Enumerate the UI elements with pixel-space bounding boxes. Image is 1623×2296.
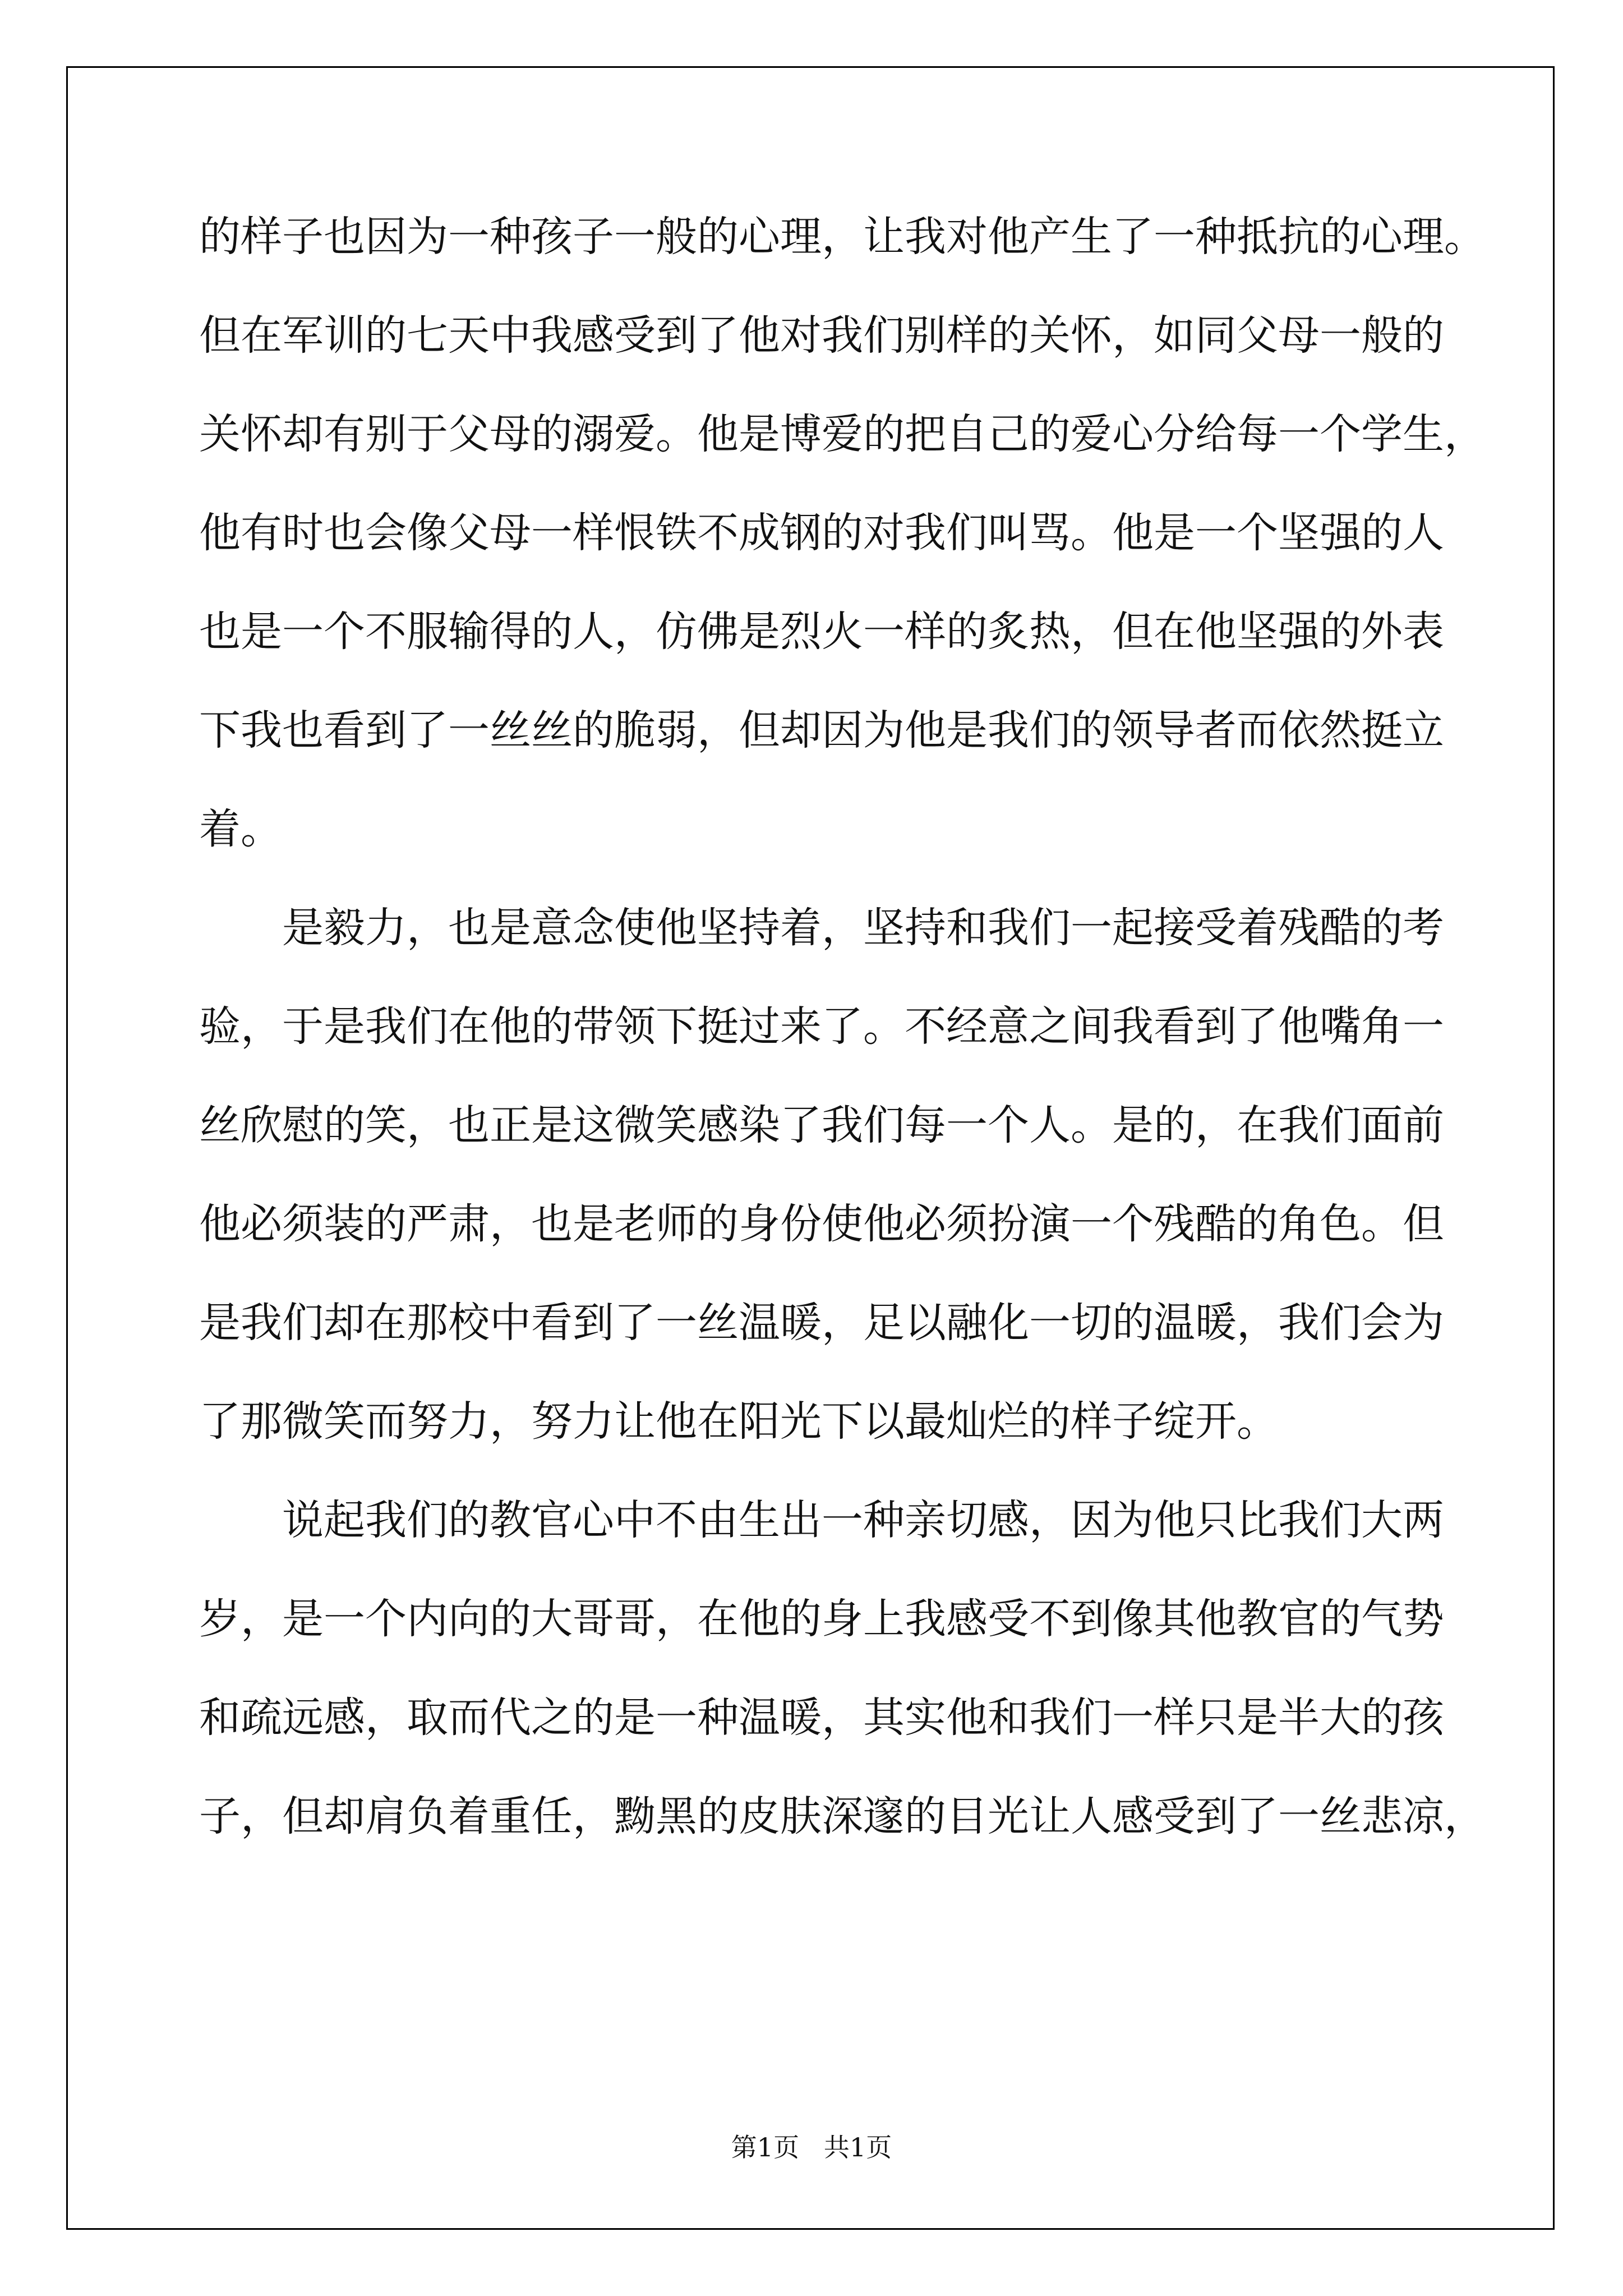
text-line: 是我们却在那校中看到了一丝温暖，足以融化一切的温暖，我们会为 bbox=[199, 1299, 1444, 1347]
text-line: 下我也看到了一丝丝的脆弱，但却因为他是我们的领导者而依然挺立 bbox=[199, 706, 1444, 754]
text-line: 但在军训的七天中我感受到了他对我们别样的关怀，如同父母一般的 bbox=[199, 311, 1444, 360]
text-line-paragraph-start: 说起我们的教官心中不由生出一种亲切感，因为他只比我们大两 bbox=[282, 1496, 1444, 1544]
text-line: 丝欣慰的笑，也正是这微笑感染了我们每一个人。是的，在我们面前 bbox=[199, 1101, 1444, 1149]
text-line: 和疏远感，取而代之的是一种温暖，其实他和我们一样只是半大的孩 bbox=[199, 1694, 1444, 1742]
text-line: 关怀却有别于父母的溺爱。他是博爱的把自己的爱心分给每一个学生， bbox=[199, 410, 1486, 458]
text-line: 他必须装的严肃，也是老师的身份使他必须扮演一个残酷的角色。但 bbox=[199, 1200, 1444, 1248]
text-line: 他有时也会像父母一样恨铁不成钢的对我们叫骂。他是一个坚强的人 bbox=[199, 509, 1444, 557]
text-line-paragraph-start: 是毅力，也是意念使他坚持着，坚持和我们一起接受着残酷的考 bbox=[282, 904, 1444, 952]
text-line: 验，于是我们在他的带领下挺过来了。不经意之间我看到了他嘴角一 bbox=[199, 1002, 1444, 1051]
text-line: 岁，是一个内向的大哥哥，在他的身上我感受不到像其他教官的气势 bbox=[199, 1595, 1444, 1643]
text-line: 子，但却肩负着重任，黝黑的皮肤深邃的目光让人感受到了一丝悲凉， bbox=[199, 1792, 1486, 1841]
text-line-paragraph-end: 了那微笑而努力，努力让他在阳光下以最灿烂的样子绽开。 bbox=[199, 1397, 1278, 1446]
page-number-footer: 第1页 共1页 bbox=[731, 2132, 892, 2162]
text-line-paragraph-end: 着。 bbox=[199, 805, 282, 853]
text-line: 也是一个不服输得的人，仿佛是烈火一样的炙热，但在他坚强的外表 bbox=[199, 608, 1444, 656]
document-body bbox=[199, 209, 1486, 1887]
text-line: 的样子也因为一种孩子一般的心理，让我对他产生了一种抵抗的心理。 bbox=[199, 213, 1486, 261]
